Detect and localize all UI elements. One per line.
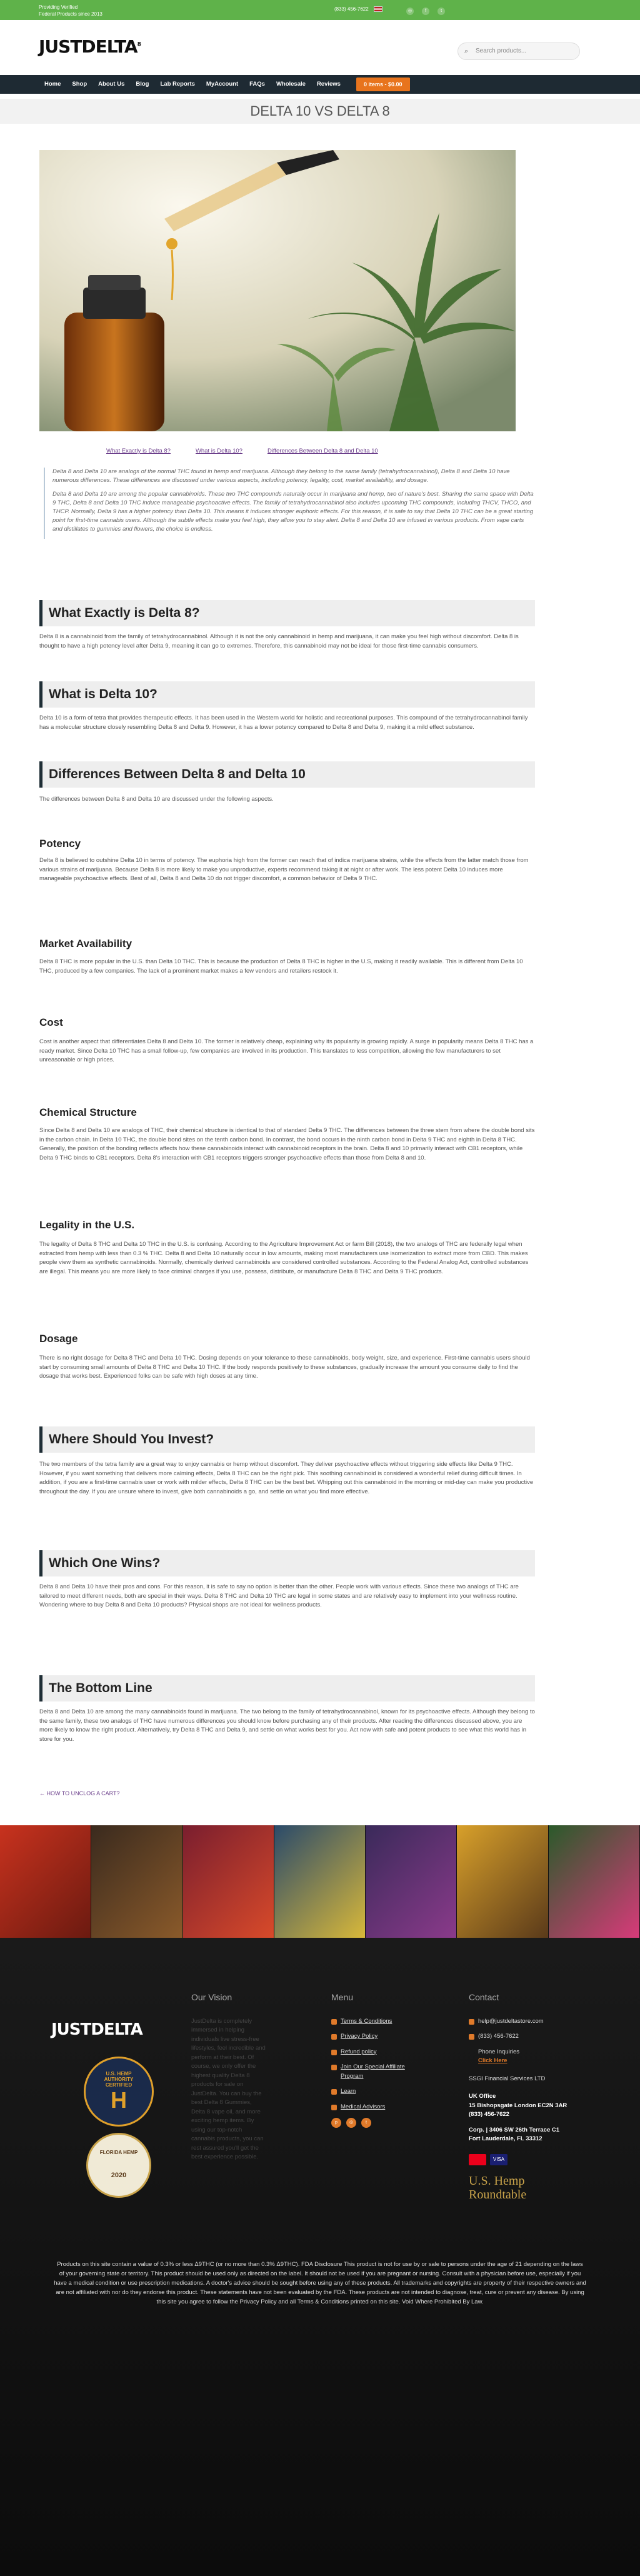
paragraph-market: Delta 8 THC is more popular in the U.S. than Delta 10 THC. This is because the production of Delta 8 THC is higher in the U.S, making it readily available. This is different from Delta 10 THC, produced by a few companies. The lack of a prominent market makes a few vendors and retailers restock it. [39, 958, 523, 975]
us-flag-icon[interactable] [374, 6, 382, 12]
corp-address: Corp. | 3406 SW 26th Terrace C1 [469, 2126, 560, 2133]
paragraph-potency: Delta 8 is believed to outshine Delta 10 in terms of potency. The euphoria high from the former can reach that of indica marijuana strains, while the effects from the latter match those from various strains of marijuana. Because Delta 8 is more likely to make you unproductive, experts recommend taking it at night or after work. The less potent Delta 10 induces more manageable psychoactive effects. Best of all, Delta 8 and Delta 10 do not trigger discomfort, a common behavior of Delta 9 THC. [39, 857, 529, 882]
nav-shop[interactable]: Shop [72, 81, 88, 88]
contact-email[interactable]: help@justdeltastore.com [469, 2017, 594, 2027]
hemp-authority-badge [84, 2057, 154, 2127]
paragraph-delta10: Delta 10 is a form of tetra that provides therapeutic effects. It has been used in the Western world for holistic and recreational purposes. This compound of the tetrahydrocannabinol family has a molecular structure closely resembling Delta 8 and Delta 9. However, it has a lower potency compared to Delta 8 and Delta 9, making it a mild effect substance. [39, 714, 528, 731]
florida-hemp-badge [86, 2133, 151, 2198]
header [0, 20, 640, 75]
main-nav [0, 75, 640, 94]
mastercard-icon [469, 2154, 486, 2165]
tagline-line1: Providing Verified [39, 4, 78, 10]
instagram-icon[interactable]: ◎ [406, 8, 414, 15]
contact-title: Contact [469, 1992, 499, 2002]
toc-link-delta10[interactable]: What is Delta 10? [195, 448, 242, 454]
intro-quote [44, 468, 534, 539]
nav-blog[interactable]: Blog [136, 81, 149, 88]
paragraph-where-invest: The two members of the tetra family are a great way to enjoy cannabis or hemp without discomfort. They deliver psychoactive effects without triggering side effects like Delta 9 THC. However, if you want something that delivers more calming effects, Delta 8 THC can be the right pick. This soothing cannabinoid is considered a wonderful relief during difficult times. In addition, if you are a first-time cannabis user or work with milder effects, Delta 8 THC can be the best bet. Whipping out this cannabinoid in the morning or mid-day can make you productive throughout the day. If you are unsure where to invest, give both cannabinoids a go, and settle on what you find more effective. [39, 1461, 534, 1495]
heading-potency: Potency [39, 838, 81, 849]
paragraph-bottom-line: Delta 8 and Delta 10 are among the many cannabinoids found in marijuana. The two belong to the family of tetrahydrocannabinol, known for its psychoactive effects. Although they belong to the same family, these two analogs of THC have numerous differences you should know before purchasing any of their products. After reading the differences discussed above, you are more likely to know the right product. Alternatively, try Delta 8 THC and Delta 9, and settle on what works best for you. Act now with safe and potent products to see what this world has in store for you. [39, 1708, 535, 1743]
footer-vision [191, 1993, 266, 2162]
nav-my-account[interactable]: MyAccount [206, 81, 239, 88]
document-icon [331, 2019, 337, 2025]
dropper-oil-illustration [39, 150, 516, 431]
nav-reviews[interactable]: Reviews [316, 81, 341, 88]
vision-text: JustDelta is completely immersed in helping individuals live stress-free lifestyles, feel incredible and perform at their best. Of course, we only offer the highest quality Delta 8 products for sale on JustDelta. You can buy the best Delta 8 Gummies, Delta 8 vape oil, and more exciting hemp items. By using our top-notch cannabis products, you can rest assured you'll get the best experience possible. [191, 2017, 266, 2160]
heading-bottom-line: The Bottom Line [39, 1675, 535, 1701]
twitter-icon[interactable]: t [438, 8, 445, 15]
nav-wholesale[interactable]: Wholesale [276, 81, 306, 88]
book-icon [331, 2089, 337, 2095]
uk-office-label: UK Office [469, 2093, 496, 2100]
badge1-text: U.S. HEMP AUTHORITY CERTIFIED [104, 2071, 134, 2088]
lock-icon [331, 2034, 337, 2040]
page-title: DELTA 10 VS DELTA 8 [0, 99, 640, 124]
heading-market: Market Availability [39, 938, 132, 950]
site-logo[interactable]: JUSTDELTA$^8$ [39, 36, 141, 57]
top-bar [0, 0, 640, 20]
visa-icon: VISA [490, 2154, 508, 2165]
phone-inquiries: Phone Inquiries [478, 2048, 520, 2055]
nav-lab-reports[interactable]: Lab Reports [160, 81, 195, 88]
heading-legality: Legality in the U.S. [39, 1219, 135, 1231]
menu-medical[interactable]: Medical Advisors [331, 2103, 425, 2112]
fda-disclaimer: Products on this site contain a value of 0.3% or less Δ9THC (or no more than 0.3% Δ9THC). FDA Disclosure This product is not for use by or sale to persons under the age of 21 depending on the laws of your governing state or territory. This product should be used only as directed on the label. It should not be used if you are pregnant or nursing. Consult with a physician before use, especially if you have a medical condition or use prescription medications. A doctor's advice should be sought before using any of these products. All trademarks and copyrights are property of their respective owners and are not affiliated with nor do they endorse this product. These statements have not been evaluated by the FDA. These products are not intended to diagnose, treat, cure or prevent any disease. By using this site you agree to follow the Privacy Policy and all Terms & Conditions printed on this site. Void Where Prohibited By Law. [54, 2261, 586, 2305]
hemp-roundtable-logo: U.S. Hemp Roundtable [469, 2173, 527, 2202]
tagline-line2: Federal Products since 2013 [39, 11, 102, 17]
product-tile[interactable] [183, 1825, 274, 1938]
previous-post-link[interactable]: ← HOW TO UNCLOG A CART? [39, 1790, 120, 1797]
product-tile[interactable] [91, 1825, 182, 1938]
phone-icon [469, 2034, 474, 2040]
top-bar-tagline [39, 4, 102, 18]
medical-icon [331, 2105, 337, 2110]
toc-link-differences[interactable]: Differences Between Delta 8 and Delta 10 [267, 448, 378, 454]
corp-address-2: Fort Lauderdale, FL 33312 [469, 2135, 542, 2142]
heading-differences: Differences Between Delta 8 and Delta 10 [39, 761, 535, 788]
heading-where-invest: Where Should You Invest? [39, 1426, 535, 1453]
paragraph-differences: The differences between Delta 8 and Delta 10 are discussed under the following aspects. [39, 796, 274, 803]
intro-paragraph-1: Delta 8 and Delta 10 are analogs of the normal THC found in hemp and marijuana. Although they belong to the same family (tetrahydrocannabinol), Delta 8 and Delta 10 have numerous differences. These differences are discussed under various aspects, including potency, legality, cost, market availability, and dosage. [52, 468, 510, 484]
paragraph-dosage: There is no right dosage for Delta 8 THC and Delta 10 THC. Dosing depends on your tolerance to these cannabinoids, body weight, size, and experience. First-time cannabis users should start by consuming small amounts of Delta 8 THC and Delta 10 THC. If the body responds positively to these substances, gradually increase the amount you consume daily to find the dosage that works best. Experienced folks can be safe with high doses at any time. [39, 1355, 530, 1380]
paragraph-which-wins: Delta 8 and Delta 10 have their pros and cons. For this reason, it is safe to say no option is better than the other. People work with various effects. Since these two analogs of THC are tailored to meet different needs, both are special in their ways. Delta 8 THC and Delta 10 THC are legal in some states and are relatively easy to implement into your wellness routine. Wondering where to buy Delta 8 and Delta 10 products? Physical shops are not ideal for wellness products. [39, 1583, 519, 1608]
search-input[interactable]: ⌕ Search products... [458, 43, 580, 60]
facebook-icon[interactable]: f [422, 8, 429, 15]
nav-about[interactable]: About Us [98, 81, 125, 88]
hero-image [39, 150, 516, 431]
intro-paragraph-2: Delta 8 and Delta 10 are among the popular cannabinoids. These two THC compounds naturally occur in marijuana and hemp, two of nature's best. Sharing the same space with Delta 9 THC, Delta 8 and Delta 10 THC induce manageable psychoactive effects. The family of tetrahydrocannabinol also includes upcoming THC compounds, including THCV, THCO, and THCP. Normally, Delta 9 has a higher potency than Delta 10. This means it induces stronger euphoric effects. For this reason, it is safe to say that Delta 10 THC can be a great starting point for first-time cannabis users. Although the subtle effects make you feel high, they allow you to stay alert. Delta 8 and Delta 10 are infused in various products. From vape carts and distillates to gummies and flowers, the choice is endless. [52, 491, 534, 533]
paragraph-cost: Cost is another aspect that differentiates Delta 8 and Delta 10. The former is relatively cheap, explaining why its popularity is growing rapidly. A surge in popularity means Delta 8 THC has a ready market. Since Delta 10 THC has a small follow-up, few companies are involved in its production. This translates to less competition, allowing the few manufacturers to set unreasonable or high prices. [39, 1038, 534, 1063]
footer-contact [469, 1993, 594, 2202]
vision-title: Our Vision [191, 1992, 232, 2002]
menu-refund[interactable]: Refund policy [331, 2048, 425, 2057]
product-tile[interactable] [274, 1825, 366, 1938]
uk-phone: (833) 456-7622 [469, 2111, 509, 2118]
product-image-strip [0, 1825, 640, 1938]
cart-button[interactable]: 0 items - $0.00 [356, 78, 410, 91]
product-tile[interactable] [457, 1825, 548, 1938]
menu-title: Menu [331, 1992, 354, 2002]
footer-logo[interactable]: JUSTDELTA [51, 2020, 142, 2039]
menu-terms[interactable]: Terms & Conditions [331, 2017, 425, 2027]
heading-cost: Cost [39, 1016, 63, 1028]
menu-privacy[interactable]: Privacy Policy [331, 2032, 425, 2042]
click-here-link[interactable]: Click Here [478, 2057, 508, 2064]
top-phone[interactable]: (833) 456-7622 [334, 6, 369, 12]
paragraph-delta8: Delta 8 is a cannabinoid from the family of tetrahydrocannabinol. Although it is not the only cannabinoid in hemp and marijuana, it can make you feel high without discomfort. Delta 8 is thought to have a high potency level after Delta 9, meaning it can go to extremes. Therefore, this cannabinoid may not be ideal for those first-time cannabis consumers. [39, 633, 519, 649]
badge2-text: FLORIDA HEMP [99, 2150, 138, 2155]
footer-menu [331, 1993, 425, 2128]
heading-chemical-structure: Chemical Structure [39, 1106, 137, 1118]
heading-what-is-delta10: What is Delta 10? [39, 681, 535, 708]
menu-learn[interactable]: Learn [331, 2087, 425, 2097]
search-icon: ⌕ [464, 48, 469, 55]
uk-address: 15 Bishopsgate London EC2N 3AR [469, 2102, 568, 2109]
twitter-icon[interactable]: t [361, 2118, 371, 2128]
instagram-icon[interactable]: ◎ [346, 2118, 356, 2128]
mail-icon [469, 2019, 474, 2025]
paragraph-chemical-structure: Since Delta 8 and Delta 10 are analogs of THC, their chemical structure is identical to that of standard Delta 9 THC. The differences between the three stem from where the double bond sits in the carbon chain. In Delta 10 THC, the double bond sites on the tenth carbon bond. In contrast, the bond occurs in the ninth carbon bond in Delta 9 THC and eighth in Delta 8 THC. Generally, the position of the bonding reflects affects how these cannabinoids interact with cannabinoid receptors in the brain. Delta 8 and 10 primarily interact with CB1 receptors, while Delta 9 THC binds to CB1 receptors. Delta 8's interaction with CB1 receptors triggers stronger psychoactive effects than those from Delta 8 and 10. [39, 1127, 535, 1161]
h-logo-icon: H [111, 2087, 127, 2113]
badge-year: 2020 [111, 2172, 127, 2179]
pinterest-icon[interactable]: p [331, 2118, 341, 2128]
product-tile[interactable] [366, 1825, 457, 1938]
heading-which-wins: Which One Wins? [39, 1550, 535, 1576]
handshake-icon [331, 2065, 337, 2070]
contact-phone[interactable]: (833) 456-7622 [469, 2032, 594, 2042]
paragraph-legality: The legality of Delta 8 THC and Delta 10 THC in the U.S. is confusing. According to the Agriculture Improvement Act or farm Bill (2018), the two analogs of THC are federally legal when extracted from hemp with less than 0.3 % THC. Delta 8 and Delta 10 naturally occur in low amounts, making most manufacturers use isomerization to extract more from CBD. This makes people view them as synthetic cannabinoids. Normally, chemically derived cannabinoids are considered controlled substances. According to the Federal Analog Act, controlled substances are illegal. This means you are more likely to face criminal charges if you use, possess, distribute, or manufacture Delta 8 THC and Delta 9 THC products. [39, 1241, 529, 1275]
nav-home[interactable]: Home [44, 81, 61, 88]
menu-affiliate[interactable]: Join Our Special Affiliate Program [331, 2063, 425, 2081]
nav-faqs[interactable]: FAQs [249, 81, 265, 88]
product-tile[interactable] [549, 1825, 640, 1938]
table-of-contents [106, 448, 481, 454]
company-name: SSGI Financial Services LTD [469, 2075, 546, 2082]
heading-dosage: Dosage [39, 1333, 78, 1345]
heading-what-is-delta8: What Exactly is Delta 8? [39, 600, 535, 626]
refund-icon [331, 2050, 337, 2055]
toc-link-delta8[interactable]: What Exactly is Delta 8? [106, 448, 171, 454]
product-tile[interactable] [0, 1825, 91, 1938]
